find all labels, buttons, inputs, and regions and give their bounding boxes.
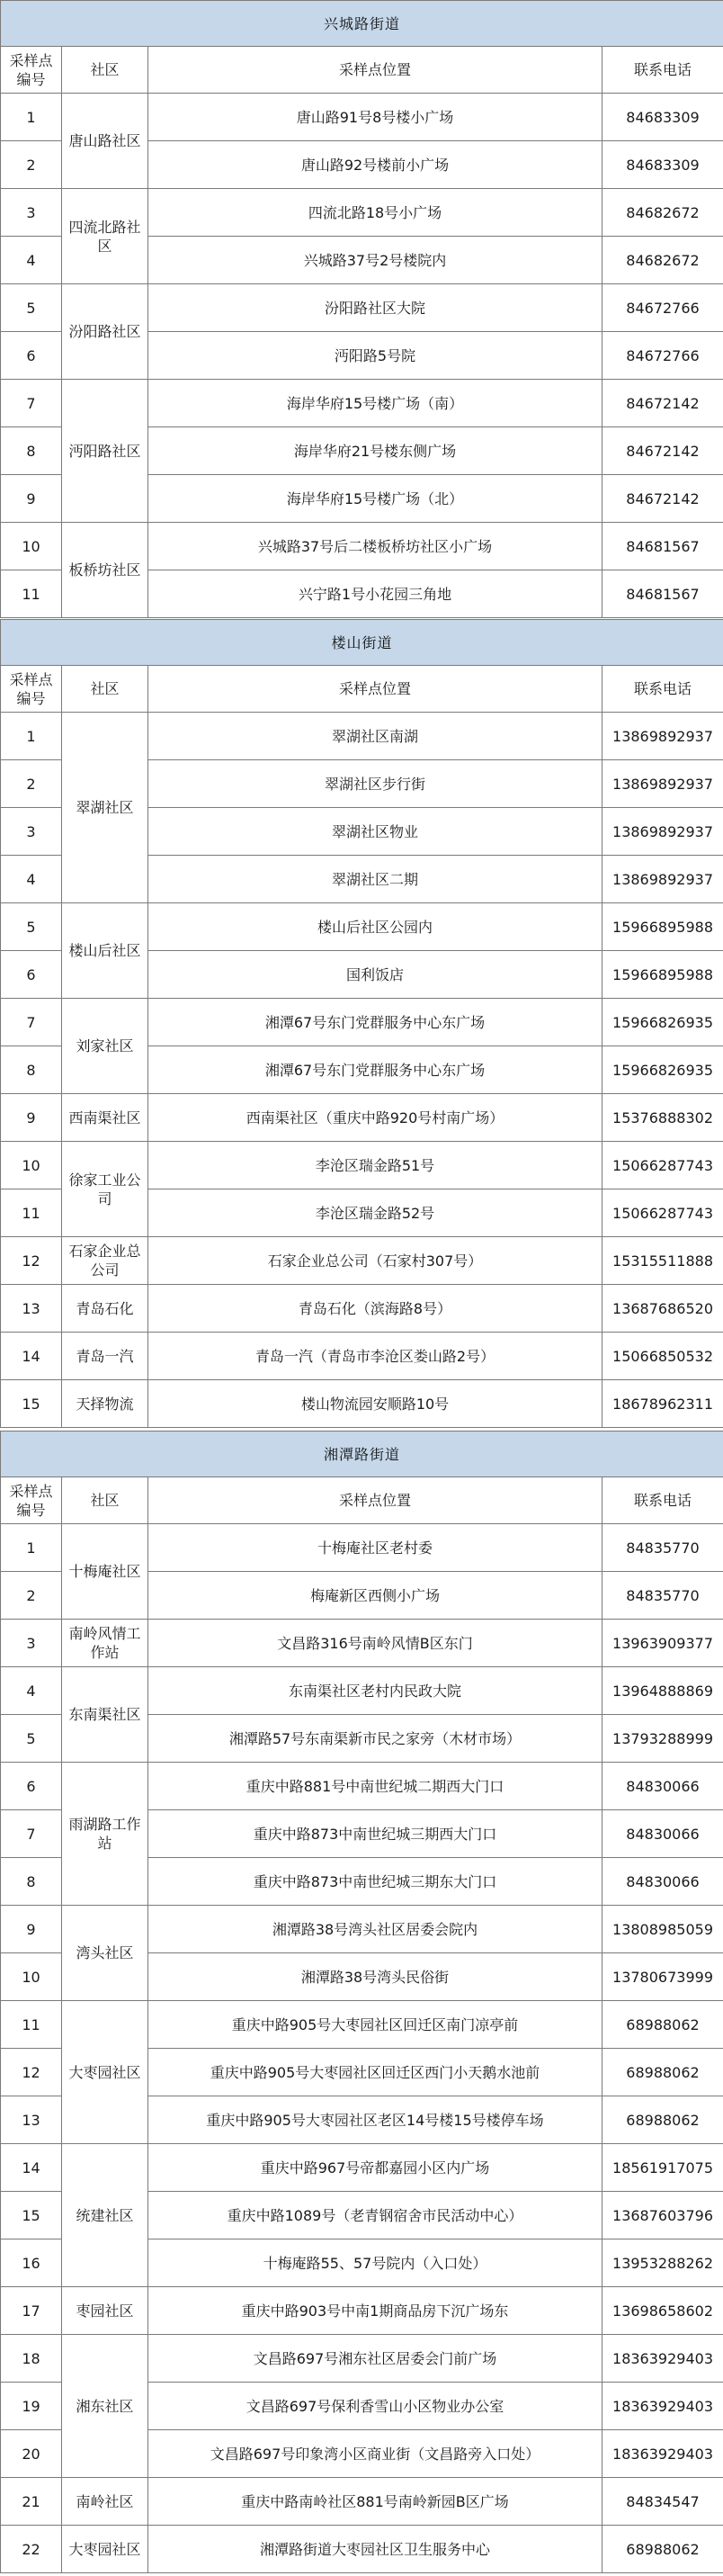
phone-cell: 84830066 <box>602 1810 723 1858</box>
table-row <box>1 1237 723 1285</box>
community-cell: 汾阳路社区 <box>62 284 148 380</box>
location-cell: 重庆中路905号大枣园社区老区14号楼15号楼停车场 <box>148 2096 602 2144</box>
table-row <box>1 2526 723 2573</box>
section-xingchenglu-table <box>0 0 723 618</box>
phone-cell: 84681567 <box>602 570 723 618</box>
community-cell: 东南渠社区 <box>62 1667 148 1763</box>
sample-no-cell: 11 <box>1 570 62 618</box>
sample-no-cell: 8 <box>1 427 62 475</box>
table-row <box>1 1620 723 1667</box>
phone-cell: 68988062 <box>602 2526 723 2573</box>
sample-no-cell: 2 <box>1 760 62 808</box>
phone-cell: 84672766 <box>602 284 723 332</box>
location-cell: 重庆中路881号中南世纪城二期西大门口 <box>148 1763 602 1810</box>
phone-cell: 84682672 <box>602 189 723 237</box>
phone-cell: 13869892937 <box>602 808 723 856</box>
sample-no-cell: 14 <box>1 1333 62 1380</box>
section-loushan-table <box>0 619 723 1428</box>
location-cell: 汾阳路社区大院 <box>148 284 602 332</box>
sample-no-cell: 2 <box>1 141 62 189</box>
header-location: 采样点位置 <box>148 666 602 713</box>
table-row <box>1 189 723 237</box>
section-title: 兴城路街道 <box>1 1 723 47</box>
location-cell: 东南渠社区老村内民政大院 <box>148 1667 602 1715</box>
sample-no-cell: 11 <box>1 2001 62 2049</box>
community-cell: 翠湖社区 <box>62 713 148 903</box>
sample-no-cell: 22 <box>1 2526 62 2573</box>
table-row <box>1 1524 723 1572</box>
phone-cell: 84672142 <box>602 475 723 523</box>
sample-no-cell: 9 <box>1 1094 62 1142</box>
phone-cell: 68988062 <box>602 2001 723 2049</box>
table-row <box>1 1667 723 1715</box>
sample-no-cell: 1 <box>1 1524 62 1572</box>
sample-no-cell: 16 <box>1 2239 62 2287</box>
phone-cell: 15966895988 <box>602 951 723 999</box>
location-cell: 楼山物流园安顺路10号 <box>148 1380 602 1428</box>
sample-no-cell: 4 <box>1 1667 62 1715</box>
phone-cell: 13869892937 <box>602 856 723 903</box>
section-xiangtanlu-table <box>0 1431 723 2573</box>
location-cell: 重庆中路873中南世纪城三期西大门口 <box>148 1810 602 1858</box>
community-cell: 沔阳路社区 <box>62 380 148 523</box>
table-row <box>1 2287 723 2335</box>
location-cell: 石家企业总公司（石家村307号） <box>148 1237 602 1285</box>
community-cell: 十梅庵社区 <box>62 1524 148 1620</box>
location-cell: 湘潭路57号东南渠新市民之家旁（木材市场） <box>148 1715 602 1763</box>
phone-cell: 18363929403 <box>602 2335 723 2383</box>
sample-no-cell: 6 <box>1 1763 62 1810</box>
phone-cell: 84672142 <box>602 427 723 475</box>
location-cell: 海岸华府15号楼广场（北） <box>148 475 602 523</box>
community-cell: 雨湖路工作站 <box>62 1763 148 1906</box>
table-row <box>1 94 723 141</box>
location-cell: 兴宁路1号小花园三角地 <box>148 570 602 618</box>
table-row <box>1 1142 723 1189</box>
location-cell: 海岸华府15号楼广场（南） <box>148 380 602 427</box>
location-cell: 重庆中路903号中南1期商品房下沉广场东 <box>148 2287 602 2335</box>
phone-cell: 15966826935 <box>602 1046 723 1094</box>
community-cell: 枣园社区 <box>62 2287 148 2335</box>
phone-cell: 18363929403 <box>602 2383 723 2430</box>
sample-no-cell: 19 <box>1 2383 62 2430</box>
community-cell: 南岭社区 <box>62 2478 148 2526</box>
location-cell: 文昌路697号印象湾小区商业街（文昌路旁入口处） <box>148 2430 602 2478</box>
community-cell: 天择物流 <box>62 1380 148 1428</box>
community-cell: 四流北路社区 <box>62 189 148 284</box>
location-cell: 翠湖社区二期 <box>148 856 602 903</box>
location-cell: 湘潭67号东门党群服务中心东广场 <box>148 1046 602 1094</box>
table-row <box>1 1333 723 1380</box>
phone-cell: 84672142 <box>602 380 723 427</box>
location-cell: 湘潭路38号湾头民俗街 <box>148 1953 602 2001</box>
phone-cell: 13808985059 <box>602 1906 723 1953</box>
sample-no-cell: 3 <box>1 189 62 237</box>
header-community: 社区 <box>62 666 148 713</box>
location-cell: 西南渠社区（重庆中路920号村南广场） <box>148 1094 602 1142</box>
location-cell: 文昌路316号南岭风情B区东门 <box>148 1620 602 1667</box>
sample-no-cell: 1 <box>1 713 62 760</box>
phone-cell: 13780673999 <box>602 1953 723 2001</box>
sample-no-cell: 13 <box>1 2096 62 2144</box>
location-cell: 唐山路92号楼前小广场 <box>148 141 602 189</box>
sample-no-cell: 14 <box>1 2144 62 2192</box>
location-cell: 湘潭路38号湾头社区居委会院内 <box>148 1906 602 1953</box>
sample-no-cell: 7 <box>1 380 62 427</box>
phone-cell: 84683309 <box>602 141 723 189</box>
phone-cell: 84835770 <box>602 1572 723 1620</box>
header-phone: 联系电话 <box>602 666 723 713</box>
location-cell: 青岛石化（滨海路8号） <box>148 1285 602 1333</box>
phone-cell: 84672766 <box>602 332 723 380</box>
community-cell: 唐山路社区 <box>62 94 148 189</box>
community-cell: 板桥坊社区 <box>62 523 148 618</box>
location-cell: 四流北路18号小广场 <box>148 189 602 237</box>
sample-no-cell: 7 <box>1 999 62 1046</box>
phone-cell: 15066850532 <box>602 1333 723 1380</box>
location-cell: 翠湖社区南湖 <box>148 713 602 760</box>
location-cell: 重庆中路905号大枣园社区回迁区南门凉亭前 <box>148 2001 602 2049</box>
phone-cell: 13869892937 <box>602 760 723 808</box>
table-row <box>1 713 723 760</box>
header-community: 社区 <box>62 1477 148 1524</box>
phone-cell: 68988062 <box>602 2049 723 2096</box>
header-location: 采样点位置 <box>148 47 602 94</box>
location-cell: 海岸华府21号楼东侧广场 <box>148 427 602 475</box>
sample-no-cell: 6 <box>1 951 62 999</box>
location-cell: 重庆中路905号大枣园社区回迁区西门小天鹅水池前 <box>148 2049 602 2096</box>
phone-cell: 84830066 <box>602 1858 723 1906</box>
phone-cell: 15066287743 <box>602 1189 723 1237</box>
sample-no-cell: 1 <box>1 94 62 141</box>
table-row <box>1 380 723 427</box>
community-cell: 徐家工业公司 <box>62 1142 148 1237</box>
sample-no-cell: 12 <box>1 1237 62 1285</box>
community-cell: 湘东社区 <box>62 2335 148 2478</box>
sample-no-cell: 12 <box>1 2049 62 2096</box>
phone-cell: 15376888302 <box>602 1094 723 1142</box>
phone-cell: 13964888869 <box>602 1667 723 1715</box>
table-row <box>1 903 723 951</box>
sample-no-cell: 11 <box>1 1189 62 1237</box>
phone-cell: 15315511888 <box>602 1237 723 1285</box>
location-cell: 重庆中路967号帝都嘉园小区内广场 <box>148 2144 602 2192</box>
sample-no-cell: 8 <box>1 1046 62 1094</box>
location-cell: 兴城路37号2号楼院内 <box>148 237 602 284</box>
sample-no-cell: 18 <box>1 2335 62 2383</box>
phone-cell: 13869892937 <box>602 713 723 760</box>
location-cell: 沔阳路5号院 <box>148 332 602 380</box>
header-phone: 联系电话 <box>602 1477 723 1524</box>
phone-cell: 13793288999 <box>602 1715 723 1763</box>
phone-cell: 15966895988 <box>602 903 723 951</box>
location-cell: 文昌路697号湘东社区居委会门前广场 <box>148 2335 602 2383</box>
sample-no-cell: 6 <box>1 332 62 380</box>
sample-no-cell: 15 <box>1 2192 62 2239</box>
phone-cell: 15966826935 <box>602 999 723 1046</box>
community-cell: 石家企业总公司 <box>62 1237 148 1285</box>
location-cell: 湘潭路街道大枣园社区卫生服务中心 <box>148 2526 602 2573</box>
sample-no-cell: 7 <box>1 1810 62 1858</box>
community-cell: 大枣园社区 <box>62 2526 148 2573</box>
community-cell: 青岛一汽 <box>62 1333 148 1380</box>
sample-no-cell: 13 <box>1 1285 62 1333</box>
community-cell: 统建社区 <box>62 2144 148 2287</box>
phone-cell: 13687686520 <box>602 1285 723 1333</box>
location-cell: 楼山后社区公园内 <box>148 903 602 951</box>
phone-cell: 13953288262 <box>602 2239 723 2287</box>
phone-cell: 84682672 <box>602 237 723 284</box>
phone-cell: 15066287743 <box>602 1142 723 1189</box>
community-cell: 湾头社区 <box>62 1906 148 2001</box>
sample-no-cell: 20 <box>1 2430 62 2478</box>
location-cell: 十梅庵社区老村委 <box>148 1524 602 1572</box>
phone-cell: 84681567 <box>602 523 723 570</box>
location-cell: 湘潭67号东门党群服务中心东广场 <box>148 999 602 1046</box>
location-cell: 梅庵新区西侧小广场 <box>148 1572 602 1620</box>
sample-no-cell: 15 <box>1 1380 62 1428</box>
location-cell: 青岛一汽（青岛市李沧区娄山路2号） <box>148 1333 602 1380</box>
phone-cell: 18561917075 <box>602 2144 723 2192</box>
phone-cell: 84683309 <box>602 94 723 141</box>
table-row <box>1 523 723 570</box>
community-cell: 西南渠社区 <box>62 1094 148 1142</box>
table-row <box>1 2001 723 2049</box>
table-row <box>1 284 723 332</box>
phone-cell: 13687603796 <box>602 2192 723 2239</box>
community-cell: 楼山后社区 <box>62 903 148 999</box>
community-cell: 南岭风情工作站 <box>62 1620 148 1667</box>
table-row <box>1 1285 723 1333</box>
location-cell: 唐山路91号8号楼小广场 <box>148 94 602 141</box>
table-row <box>1 2144 723 2192</box>
sample-no-cell: 10 <box>1 1142 62 1189</box>
sample-no-cell: 17 <box>1 2287 62 2335</box>
phone-cell: 13698658602 <box>602 2287 723 2335</box>
location-cell: 十梅庵路55、57号院内（入口处） <box>148 2239 602 2287</box>
phone-cell: 84834547 <box>602 2478 723 2526</box>
location-cell: 翠湖社区步行街 <box>148 760 602 808</box>
header-phone: 联系电话 <box>602 47 723 94</box>
sample-no-cell: 3 <box>1 808 62 856</box>
table-row <box>1 1380 723 1428</box>
phone-cell: 84830066 <box>602 1763 723 1810</box>
sample-no-cell: 10 <box>1 1953 62 2001</box>
sample-no-cell: 5 <box>1 284 62 332</box>
location-cell: 李沧区瑞金路51号 <box>148 1142 602 1189</box>
location-cell: 重庆中路南岭社区881号南岭新园B区广场 <box>148 2478 602 2526</box>
community-cell: 刘家社区 <box>62 999 148 1094</box>
table-row <box>1 1094 723 1142</box>
header-sample-no: 采样点编号 <box>1 1477 62 1524</box>
sample-no-cell: 2 <box>1 1572 62 1620</box>
phone-cell: 18678962311 <box>602 1380 723 1428</box>
phone-cell: 18363929403 <box>602 2430 723 2478</box>
section-title: 楼山街道 <box>1 620 723 666</box>
table-row <box>1 2335 723 2383</box>
phone-cell: 13963909377 <box>602 1620 723 1667</box>
table-row <box>1 1906 723 1953</box>
community-cell: 大枣园社区 <box>62 2001 148 2144</box>
location-cell: 翠湖社区物业 <box>148 808 602 856</box>
location-cell: 李沧区瑞金路52号 <box>148 1189 602 1237</box>
sample-no-cell: 4 <box>1 237 62 284</box>
table-row <box>1 1763 723 1810</box>
location-cell: 重庆中路1089号（老青钢宿舍市民活动中心） <box>148 2192 602 2239</box>
location-cell: 兴城路37号后二楼板桥坊社区小广场 <box>148 523 602 570</box>
sample-no-cell: 5 <box>1 903 62 951</box>
phone-cell: 68988062 <box>602 2096 723 2144</box>
header-sample-no: 采样点编号 <box>1 666 62 713</box>
sample-no-cell: 5 <box>1 1715 62 1763</box>
table-row <box>1 999 723 1046</box>
header-location: 采样点位置 <box>148 1477 602 1524</box>
header-sample-no: 采样点编号 <box>1 47 62 94</box>
location-cell: 重庆中路873中南世纪城三期东大门口 <box>148 1858 602 1906</box>
table-row <box>1 2478 723 2526</box>
community-cell: 青岛石化 <box>62 1285 148 1333</box>
section-title: 湘潭路街道 <box>1 1432 723 1477</box>
sample-no-cell: 9 <box>1 1906 62 1953</box>
location-cell: 国利饭店 <box>148 951 602 999</box>
sample-no-cell: 3 <box>1 1620 62 1667</box>
phone-cell: 84835770 <box>602 1524 723 1572</box>
location-cell: 文昌路697号保利香雪山小区物业办公室 <box>148 2383 602 2430</box>
sample-no-cell: 8 <box>1 1858 62 1906</box>
sample-no-cell: 21 <box>1 2478 62 2526</box>
sample-no-cell: 9 <box>1 475 62 523</box>
sample-no-cell: 4 <box>1 856 62 903</box>
header-community: 社区 <box>62 47 148 94</box>
sample-no-cell: 10 <box>1 523 62 570</box>
